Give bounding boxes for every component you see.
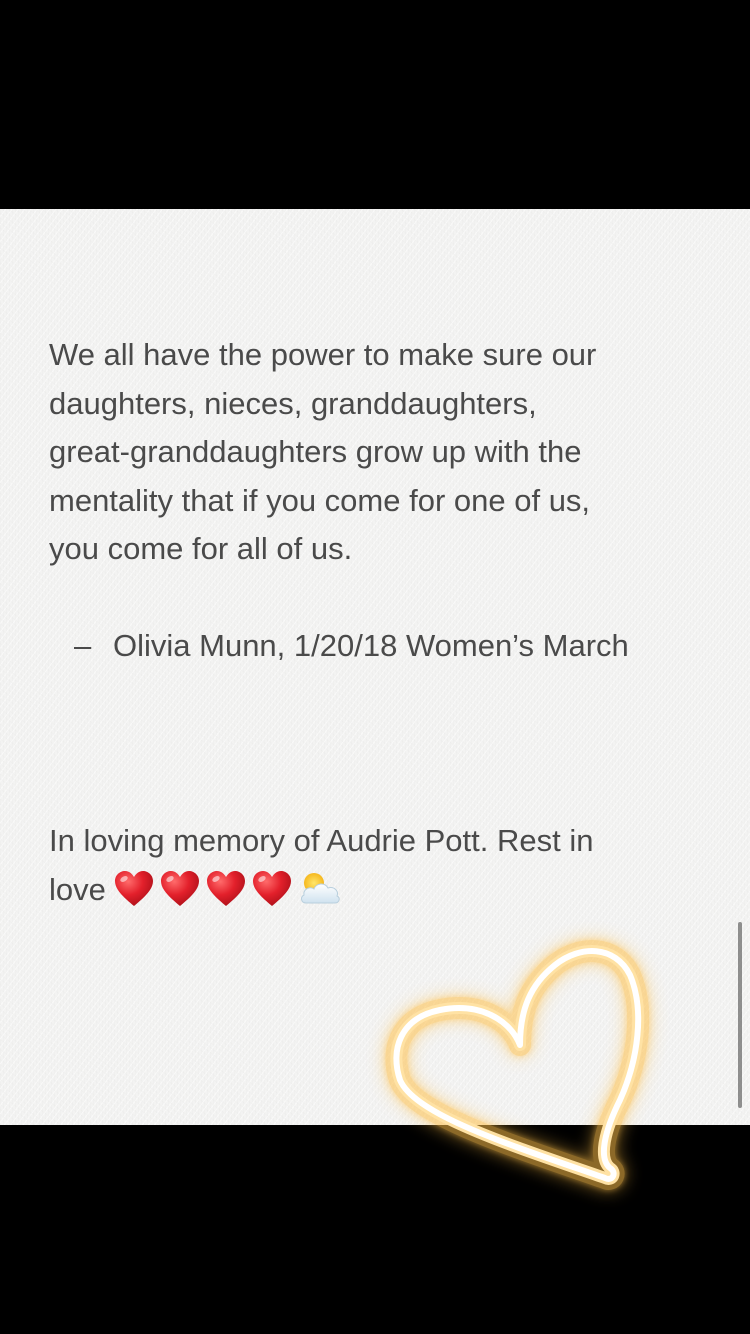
quote-line: daughters, nieces, granddaughters, <box>49 385 537 421</box>
attribution-text: Olivia Munn, 1/20/18 Women’s March <box>113 628 629 663</box>
neon-heart-sticker[interactable] <box>370 930 670 1210</box>
red-heart-icon <box>252 870 292 908</box>
top-black-bar <box>0 0 750 209</box>
quote-line: you come for all of us. <box>49 531 353 566</box>
quote-line: mentality that if you come for one of us, <box>49 482 591 518</box>
red-heart-icon <box>160 870 200 908</box>
attribution-dash: – <box>74 628 92 663</box>
memorial-line: In loving memory of Audrie Pott. Rest in <box>49 823 594 858</box>
scroll-indicator[interactable] <box>738 922 742 1108</box>
quote-text <box>49 331 689 574</box>
quote-attribution <box>74 622 714 671</box>
red-heart-icon <box>206 870 246 908</box>
quote-line: great-granddaughters grow up with the <box>49 434 582 469</box>
red-heart-icon <box>114 870 154 908</box>
quote-line: We all have the power to make sure our <box>49 337 597 372</box>
memorial-line-2 <box>49 866 689 915</box>
memorial-text <box>49 817 689 914</box>
sun-behind-cloud-icon <box>298 870 342 908</box>
memorial-word: love <box>49 871 115 907</box>
